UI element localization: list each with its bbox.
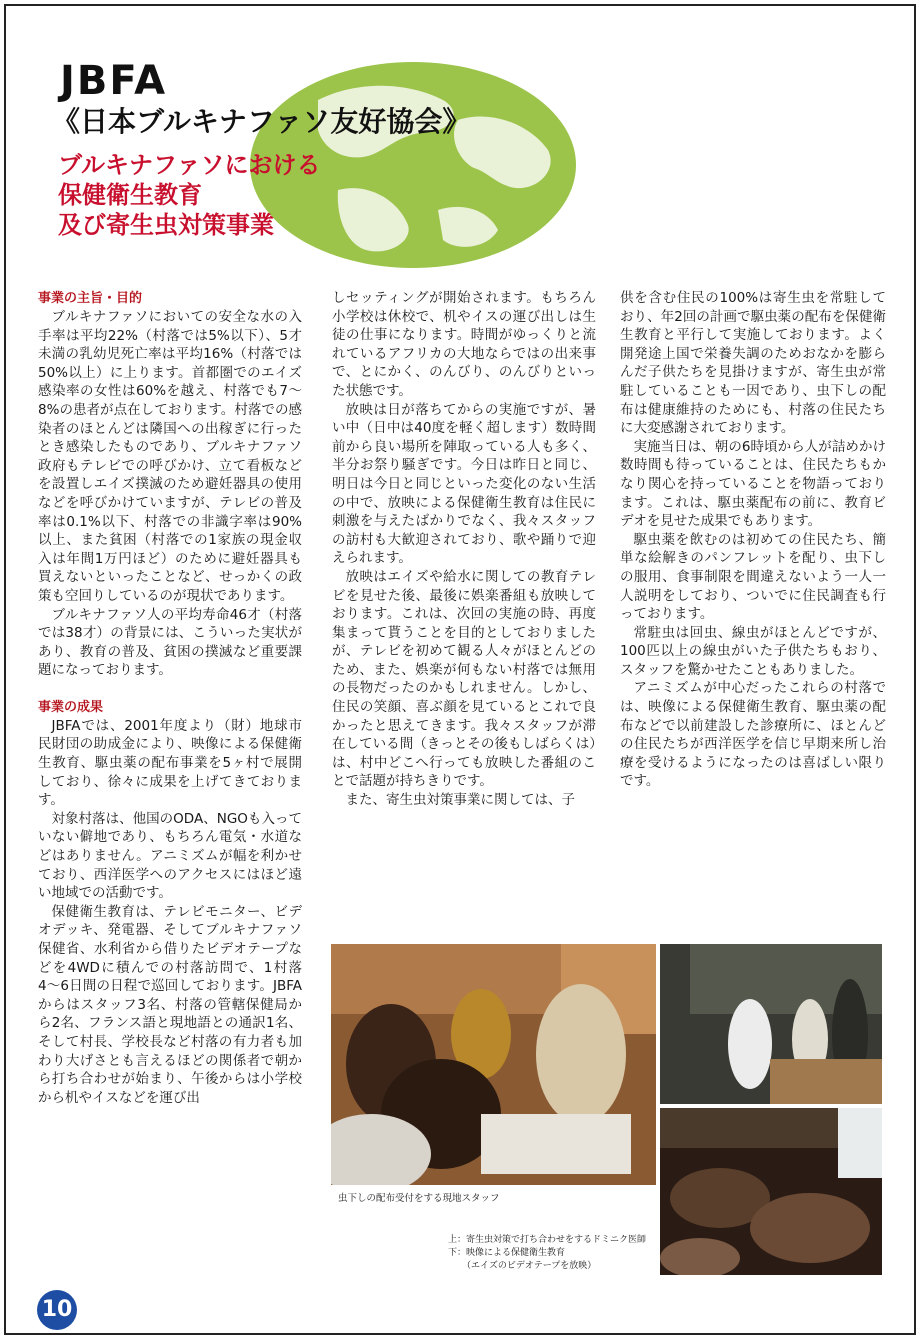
paragraph: 常駐虫は回虫、線虫がほとんどですが、100匹以上の線虫がいた子供たちもおり、スタッフを驚かせたこともありました。 xyxy=(620,624,886,678)
paragraph: 放映はエイズや給水に関しての教育テレビを見せた後、最後に娯楽番組も放映しております。これは、次回の実施の時、再度集まって貰うことを目的としておりましたが、テレビを初めて観る人々がほとんどのため、また、娯楽が何もない村落では無用の長物だったのかもしれません。しかし、住民の笑顔、喜ぶ顔を見ているとこれで良かったと思えてきます。我々スタッフが滞在している間（きっとその後もしばらくは）は、村中どこへ行っても放映した番組のことで話題が持ちきりです。 xyxy=(332,568,596,790)
project-title-line: 及び寄生虫対策事業 xyxy=(58,211,274,239)
project-title-line: 保健衛生教育 xyxy=(58,181,202,209)
article-column-2 xyxy=(332,289,596,810)
paragraph: ブルキナファソにおいての安全な水の入手率は平均22%（村落では5%以下）、5才未満の乳幼児死亡率は平均16%（村落では50%以上）に上ります。首都圏でのエイズ感染率の女性は60%を越え、村落でも7〜8%の患者が点在しております。村落での感染者のほとんどは隣国への出稼ぎに行ったとき感染したものであり、ブルキナファソ政府もテレビでの呼びかけ、立て看板などを設置しエイズ撲滅のため避妊器具の使用などを呼びかけていますが、テレビの普及率は0.1%以下、村落での非識字率は90%以上、また貧困（村落での1家族の現金収入は年間1万円ほど）のために避妊器具も買えないといったことなど、せっかくの政策も空回りしているのが現状であります。 xyxy=(38,309,302,604)
photo-distribution-reception xyxy=(331,944,656,1185)
photo-caption-line: 下：映像による保健衛生教育 xyxy=(448,1248,566,1258)
paragraph: ブルキナファソ人の平均寿命46才（村落では38才）の背景には、こういった実状があり、教育の普及、貧困の撲滅など重要課題になっております。 xyxy=(38,606,302,679)
paragraph: 保健衛生教育は、テレビモニター、ビデオデッキ、発電器、そしてブルキナファソ保健省、水利省から借りたビデオテープなどを4WDに積んでの村落訪問で、1村落4〜6日間の日程で巡回しております。JBFAからはスタッフ3名、村落の管轄保健局から2名、フランス語と現地語との通訳1名、そして村長、学校長など村落の有力者も加わり大げさとも言えるほどの関係者で朝から打ち合わせが始まり、午後からは小学校から机やイスなどを運び出 xyxy=(38,903,302,1106)
photo-caption-line: （エイズのビデオテープを放映） xyxy=(462,1261,597,1271)
org-abbreviation: JBFA xyxy=(60,58,168,104)
photo-caption: 虫下しの配布受付をする現地スタッフ xyxy=(338,1193,500,1204)
article-column-3 xyxy=(620,289,886,791)
paragraph: 放映は日が落ちてからの実施ですが、暑い中（日中は40度を軽く超します）数時間前から良い場所を陣取っている人も多く、半分お祭り騒ぎです。今日は昨日と同じ、明日は今日と同じといった変化のない生活の中で、放映による保健衛生教育は住民に刺激を与えたばかりでなく、我々スタッフの訪村も大歓迎されており、歌や踊りで迎えられます。 xyxy=(332,401,596,567)
paragraph: JBFAでは、2001年度より（財）地球市民財団の助成金により、映像による保健衛生教育、駆虫薬の配布事業を5ヶ村で展開しており、徐々に成果を上げてきております。 xyxy=(38,717,302,809)
article-column-1 xyxy=(38,289,302,1107)
paragraph: 実施当日は、朝の6時頃から人が詰めかけ数時間も待っていることは、住民たちもかなり関心を持っていることを物語っております。これは、駆虫薬配布の前に、教育ビデオを見せた成果でもあります。 xyxy=(620,438,886,530)
section-heading-purpose: 事業の主旨・目的 xyxy=(38,291,143,306)
photo-caption-line: 上：寄生虫対策で打ち合わせをするドミニク医師 xyxy=(448,1235,647,1245)
project-title xyxy=(58,150,358,240)
paragraph: アニミズムが中心だったこれらの村落では、映像による保健衛生教育、駆虫薬の配布などで以前建設した診療所に、ほとんどの住民たちが西洋医学を信じ早期来所し治療を受けるようになったのは喜ばしい限りです。 xyxy=(620,680,886,790)
section-heading-results: 事業の成果 xyxy=(38,699,104,715)
org-name: 《日本ブルキナファソ友好協会》 xyxy=(52,105,471,138)
paragraph: しセッティングが開始されます。もちろん小学校は休校で、机やイスの運び出しは生徒の仕事になります。時間がゆっくりと流れているアフリカの大地ならではの出来事で、とにかく、のんびり、のんびりといった状態です。 xyxy=(332,290,596,399)
project-title-line: ブルキナファソにおける xyxy=(58,151,321,179)
paragraph: また、寄生虫対策事業に関しては、子 xyxy=(345,792,575,809)
paragraph: 対象村落は、他国のODA、NGOも入っていない僻地であり、もちろん電気・水道などはありません。アニミズムが幅を利かせており、西洋医学へのアクセスにはほど遠い地域での活動です。 xyxy=(38,810,302,902)
photo-caption-group xyxy=(448,1234,646,1273)
photo-doctor-meeting xyxy=(660,944,882,1104)
paragraph: 駆虫薬を飲むのは初めての住民たち、簡単な絵解きのパンフレットを配り、虫下しの服用、食事制限を間違えないよう一人一人説明をしており、ついでに住民調査も行っております。 xyxy=(620,531,886,623)
photo-video-screening xyxy=(660,1108,882,1275)
paragraph: 供を含む住民の100%は寄生虫を常駐しており、年2回の計画で駆虫薬の配布を保健衛生教育と平行して実施しております。よく開発途上国で栄養失調のためおなかを膨らんだ子供たちを見掛けますが、寄生虫が常駐していることも一因であり、虫下しの配布は健康維持のためにも、村落の住民たちに大変感謝されております。 xyxy=(620,290,886,437)
page-number-badge: 10 xyxy=(37,1290,77,1330)
